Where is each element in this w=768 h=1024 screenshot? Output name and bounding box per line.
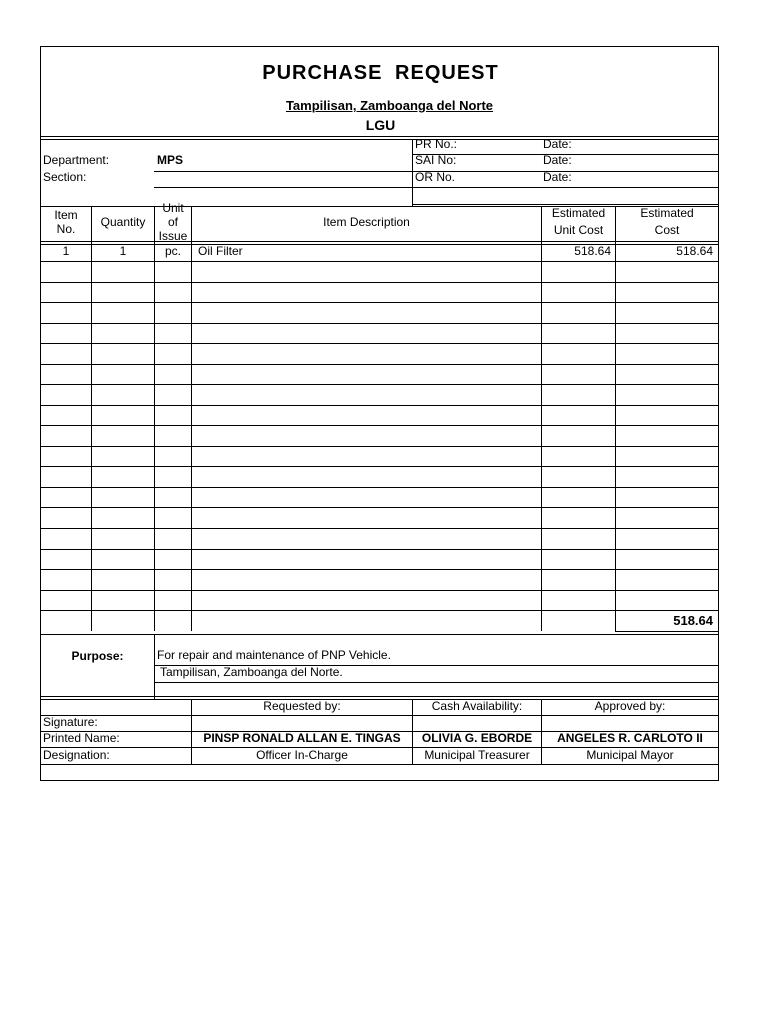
divider xyxy=(154,682,718,683)
divider xyxy=(41,634,718,635)
divider xyxy=(41,139,718,140)
table-row-line xyxy=(41,282,718,283)
total-cost: 518.64 xyxy=(673,613,713,628)
header-description: Item Description xyxy=(323,215,410,229)
header-unit-cost-line1: Estimated xyxy=(551,206,606,220)
divider xyxy=(412,204,718,205)
divider xyxy=(541,206,542,631)
table-row-line xyxy=(41,343,718,344)
header-unit-cost-line2: Unit Cost xyxy=(553,223,604,237)
cash-availability-name: OLIVIA G. EBORDE xyxy=(421,731,533,745)
table-row-line xyxy=(41,507,718,508)
signature-label: Signature: xyxy=(43,715,98,729)
divider xyxy=(41,764,718,765)
divider xyxy=(154,206,155,631)
department-value: MPS xyxy=(157,153,184,167)
table-row-line xyxy=(41,446,718,447)
divider xyxy=(41,696,718,697)
approved-by-designation: Municipal Mayor xyxy=(586,748,674,762)
description-cell: Oil Filter xyxy=(198,244,243,258)
divider xyxy=(154,634,155,699)
form-lgu: LGU xyxy=(365,117,396,133)
table-row-line xyxy=(41,466,718,467)
unit-cost-cell: 518.64 xyxy=(574,244,611,258)
header-item-no-line1: Item xyxy=(54,208,78,222)
approved-by-label: Approved by: xyxy=(594,699,666,713)
form-location xyxy=(41,98,720,113)
purchase-request-form xyxy=(40,46,719,781)
printed-name-label: Printed Name: xyxy=(43,731,120,745)
table-row-line xyxy=(41,610,718,611)
divider xyxy=(191,206,192,631)
divider xyxy=(41,136,718,137)
table-row-line xyxy=(41,487,718,488)
divider xyxy=(154,187,718,188)
item-no-cell: 1 xyxy=(62,244,70,258)
header-unit-line1: Unit xyxy=(162,201,184,215)
divider xyxy=(615,206,616,631)
table-row-line xyxy=(41,384,718,385)
pr-date-label: Date: xyxy=(543,137,572,151)
designation-label: Designation: xyxy=(43,748,110,762)
cash-availability-label: Cash Availability: xyxy=(431,699,523,713)
divider xyxy=(615,631,718,632)
purpose-label: Purpose: xyxy=(71,649,124,663)
approved-by-name: ANGELES R. CARLOTO II xyxy=(557,731,703,745)
quantity-cell: 1 xyxy=(119,244,127,258)
divider xyxy=(412,139,413,206)
table-row-line xyxy=(41,590,718,591)
table-row-line xyxy=(41,405,718,406)
table-row-line xyxy=(41,364,718,365)
table-row-line xyxy=(41,569,718,570)
header-unit-line2: of xyxy=(167,215,178,229)
table-row-line xyxy=(41,261,718,262)
table-row-line xyxy=(41,302,718,303)
header-cost-line1: Estimated xyxy=(640,206,694,220)
cost-cell: 518.64 xyxy=(676,244,713,258)
divider xyxy=(41,241,718,242)
section-label: Section: xyxy=(43,170,87,184)
cash-availability-designation: Municipal Treasurer xyxy=(424,748,530,762)
requested-by-designation: Officer In-Charge xyxy=(256,748,348,762)
unit-cell: pc. xyxy=(164,244,181,258)
table-row-line xyxy=(41,425,718,426)
divider xyxy=(41,715,718,716)
table-row-line xyxy=(41,549,718,550)
table-row-line xyxy=(41,528,718,529)
purpose-line2: Tampilisan, Zamboanga del Norte. xyxy=(160,665,343,679)
header-item-no-line2: No. xyxy=(56,222,76,236)
header-cost-line2: Cost xyxy=(654,223,680,237)
or-date-label: Date: xyxy=(543,170,572,184)
divider xyxy=(154,171,412,172)
sai-no-label: SAI No: xyxy=(415,153,457,167)
or-no-label: OR No. xyxy=(415,170,456,184)
header-unit-line3: Issue xyxy=(158,229,188,243)
purpose-line1: For repair and maintenance of PNP Vehicle. xyxy=(157,648,391,662)
header-quantity: Quantity xyxy=(100,215,146,229)
table-row-line xyxy=(41,323,718,324)
divider xyxy=(91,206,92,631)
location-text: Tampilisan, Zamboanga del Norte xyxy=(285,98,494,113)
department-label: Department: xyxy=(43,153,110,167)
requested-by-label: Requested by: xyxy=(263,699,341,713)
sai-date-label: Date: xyxy=(543,153,572,167)
requested-by-name: PINSP RONALD ALLAN E. TINGAS xyxy=(203,731,401,745)
pr-no-label: PR No.: xyxy=(415,137,458,151)
form-title: PURCHASE REQUEST xyxy=(262,62,499,84)
